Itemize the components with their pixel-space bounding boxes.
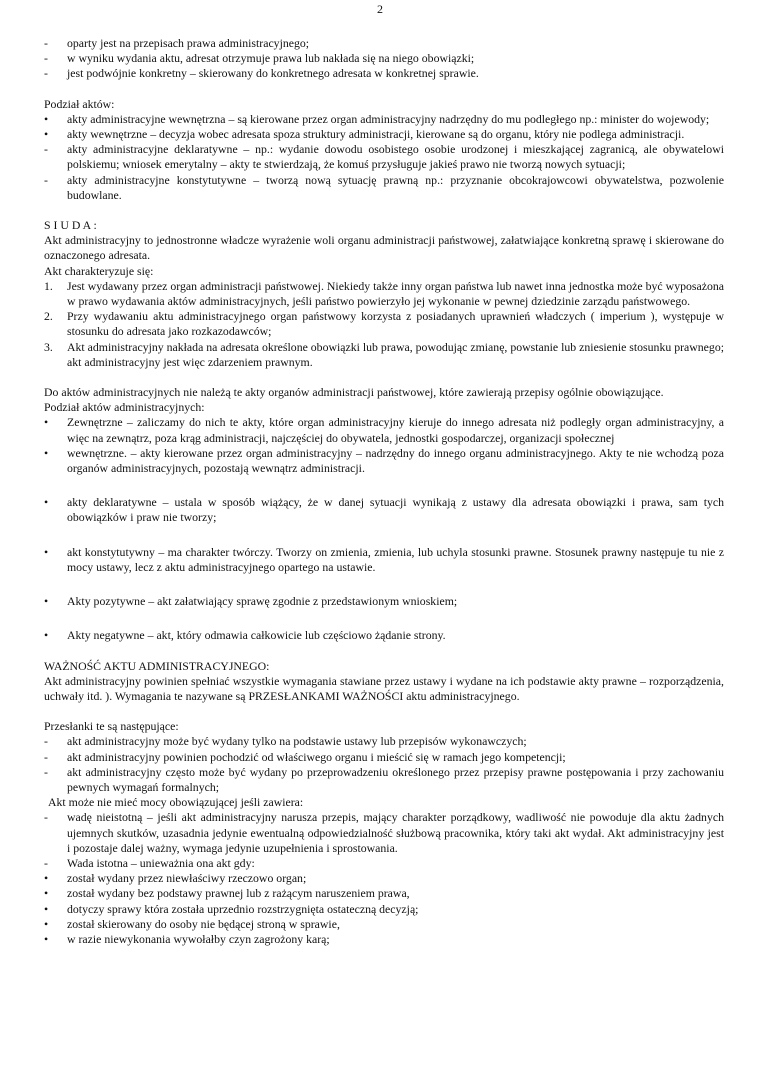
document-page <box>44 36 724 947</box>
podzial-heading: Podział aktów: <box>44 96 115 111</box>
do-aktow-paragraph: Do aktów administracyjnych nie należą te akty organów administracji państwowej, które zawierają przepisy ogólnie obowiązujące. <box>44 385 664 400</box>
list-item: • Akty pozytywne – akt załatwiający sprawę zgodnie z przedstawionym wnioskiem; <box>44 594 458 609</box>
list-block1 <box>44 36 724 82</box>
list-moc <box>44 810 724 947</box>
przeslanki-heading: Przesłanki te są następujące: <box>44 719 179 734</box>
list-item: • Zewnętrzne – zaliczamy do nich te akty, które organ administracyjny kieruje do innego adresata niż podległy organ administracyjny, a więc na zewnątrz, poza krąg administracji, najczęściej do obywatela, jednostki gospodarczej, organizacji społecznej <box>44 415 724 445</box>
list-item: • został skierowany do osoby nie będącej stroną w sprawie, <box>44 916 340 931</box>
list-item: 2. Przy wydawaniu aktu administracyjnego organ państwowy korzysta z posiadanych uprawnień władczych ( imperium ), występuje w stosunku do adresata jako rozkazodawców; <box>44 309 724 339</box>
list-item: - akt administracyjny może być wydany tylko na podstawie ustawy lub przepisów wykonawczych; <box>44 734 527 749</box>
podzial2-heading: Podział aktów administracyjnych: <box>44 400 205 415</box>
list-item: • Akty negatywne – akt, który odmawia całkowicie lub częściowo żądanie strony. <box>44 628 446 643</box>
list-item: - oparty jest na przepisach prawa administracyjnego; <box>44 36 310 50</box>
list-charakter <box>44 279 724 370</box>
list-item: • akty deklaratywne – ustala w sposób wiążący, że w danej sytuacji wynikają z ustawy dla adresata obowiązki i prawa, sam tych obowiązków i praw nie tworzy; <box>44 495 724 525</box>
list-item: - akt administracyjny powinien pochodzić od właściwego organu i mieścić się w ramach jego kompetencji; <box>44 749 566 764</box>
list-item: • został wydany bez podstawy prawnej lub z rażącym naruszeniem prawa, <box>44 886 410 901</box>
list-item: 1. Jest wydawany przez organ administracji państwowej. Niekiedy także inny organ państwa lub nawet inna jednostka może być wyposażona w prawo wydawania aktów administracyjnych, jeśli państwo powierzyło jej wykonanie w pewnej dziedzinie zarządu państwowego. <box>44 278 724 309</box>
list-podzial2 <box>44 415 724 643</box>
siuda-definition: Akt administracyjny to jednostronne władcze wyrażenie woli organu administracji państwowej, załatwiające konkretną sprawę i skierowane do oznaczonego adresata. <box>44 233 724 263</box>
list-item: - w wyniku wydania aktu, adresat otrzymuje prawa lub nakłada się na niego obowiązki; <box>44 51 475 66</box>
siuda-heading: S I U D A : <box>44 218 97 233</box>
list-item: • akt konstytutywny – ma charakter twórczy. Tworzy on zmienia, zmienia, lub uchyla stosunki prawne. Stosunek prawny następuje tu nie z mocy ustawy, lecz z aktu administracyjnego opartego na ustawie. <box>44 544 724 574</box>
list-marker: - <box>44 51 48 66</box>
waznosc-heading: WAŻNOŚĆ AKTU ADMINISTRACYJNEGO: <box>44 658 270 673</box>
list-marker: - <box>44 66 48 81</box>
list-item: • dotyczy sprawy która została uprzednio rozstrzygnięta ostateczną decyzją; <box>44 901 419 916</box>
charakter-heading: Akt charakteryzuje się: <box>44 263 154 278</box>
list-item: - akty administracyjne deklaratywne – np.: wydanie dowodu osobistego osobie urodzonej i mieszkającej zagranicą, ale obywatelowi polskiemu; wniosek emerytalny – akty te stwierdzają, że komuś przysługuje jakieś prawo nie tworzą nowych sytuacji; <box>44 142 724 172</box>
waznosc-paragraph: Akt administracyjny powinien spełniać wszystkie wymagania stawiane przez ustawy i wydane na ich podstawie akty prawne – rozporządzenia, uchwały itd. ). Wymagania te nazywane są PRZESŁANKAMI WAŻNOŚCI aktu administracyjnego. <box>44 673 724 703</box>
list-item: • został wydany przez niewłaściwy rzeczowo organ; <box>44 871 307 886</box>
list-item: • akty wewnętrzne – decyzja wobec adresata spoza struktury administracji, kierowane są do organu, który nie podlega administracji. <box>44 127 685 142</box>
moc-heading: Akt może nie mieć mocy obowiązującej jeśli zawiera: <box>48 795 304 810</box>
list-item: • akty administracyjne wewnętrzna – są kierowane przez organ administracyjny nadrzędny do mu podległego np.: minister do wojewody; <box>44 111 710 126</box>
list-item: - akt administracyjny często może być wydany po przeprowadzeniu określonego przez przepisy prawne postępowania i przy zachowaniu pewnych wymagań formalnych; <box>44 764 724 794</box>
list-marker: - <box>44 36 48 50</box>
page-number: 2 <box>377 2 383 16</box>
list-item: • wewnętrzne. – akty kierowane przez organ administracyjny – nadrzędny do innego organu administracyjnego. Akty te nie wchodzą poza organów administracyjnych, pozostają wewnątrz administracji. <box>44 445 724 476</box>
list-item: - Wada istotna – unieważnia ona akt gdy: <box>44 855 255 870</box>
list-item: - akty administracyjne konstytutywne – tworzą nową sytuację prawną np.: przyznanie obcokrajowcowi obywatelstwa, pozwolenie budowlane. <box>44 172 724 202</box>
list-item: - jest podwójnie konkretny – skierowany do konkretnego adresata w konkretnej sprawie. <box>44 66 479 81</box>
list-item: • w razie niewykonania wywołałby czyn zagrożony karą; <box>44 931 330 946</box>
list-podzial <box>44 112 724 203</box>
list-przeslanki <box>44 734 724 795</box>
list-item: - wadę nieistotną – jeśli akt administracyjny narusza przepis, mający charakter porządkowy, wadliwość nie powoduje dla aktu żadnych ujemnych skutków, uzasadnia jedynie ewentualną odpowiedzialność służbową pracownika, który taki akt wydał. Akt administracyjny jest i pozostaje dalej ważny, wymaga jedynie uzupełnienia i sprostowania. <box>44 810 724 855</box>
list-item: 3. Akt administracyjny nakłada na adresata określone obowiązki lub prawa, powodując zmianę, powstanie lub zniesienie stosunku prawnego; akt administracyjny jest więc zdarzeniem prawnym. <box>44 339 724 369</box>
